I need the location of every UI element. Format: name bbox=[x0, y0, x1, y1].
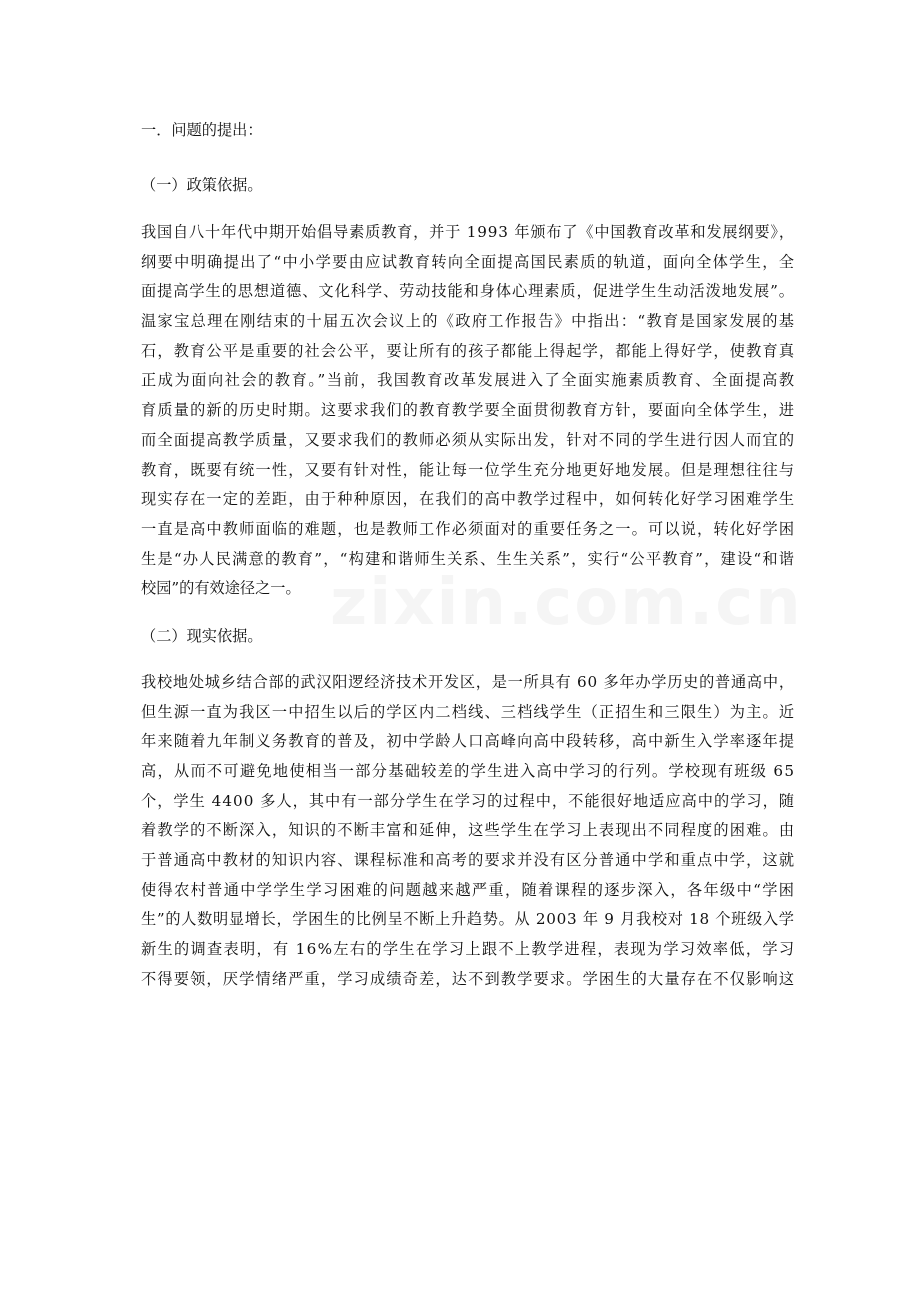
text-line: 育质量的新的历史时期。这要求我们的教育教学要全面贯彻教育方针，要面向全体学生，进 bbox=[141, 401, 796, 420]
text-line: 不得要领，厌学情绪严重，学习成绩奇差，达不到教学要求。学困生的大量存在不仅影响这 bbox=[141, 969, 796, 988]
text-line: 于普通高中教材的知识内容、课程标准和高考的要求并没有区分普通中学和重点中学，这就 bbox=[141, 851, 796, 870]
text-line: 校园”的有效途径之一。 bbox=[141, 579, 301, 598]
text-line: 个，学生 4400 多人，其中有一部分学生在学习的过程中，不能很好地适应高中的学习，随 bbox=[141, 791, 796, 810]
text-line: 新生的调查表明，有 16%左右的学生在学习上跟不上教学进程，表现为学习效率低，学习 bbox=[141, 940, 796, 959]
text-line: 现实存在一定的差距，由于种种原因，在我们的高中教学过程中，如何转化好学习困难学生 bbox=[141, 490, 796, 509]
text-line: 教育，既要有统一性，又要有针对性，能让每一位学生充分地更好地发展。但是理想往往与 bbox=[141, 460, 796, 479]
text-line: 我校地处城乡结合部的武汉阳逻经济技术开发区，是一所具有 60 多年办学历史的普通高中， bbox=[141, 672, 795, 691]
text-line: 纲要中明确提出了“中小学要由应试教育转向全面提高国民素质的轨道，面向全体学生，全 bbox=[141, 252, 796, 271]
text-line: 而全面提高教学质量，又要求我们的教师必须从实际出发，针对不同的学生进行因人而宜的 bbox=[141, 430, 796, 449]
section-title-practical-basis: （二）现实依据。 bbox=[141, 626, 263, 645]
text-line: 年来随着九年制义务教育的普及，初中学龄人口高峰向高中段转移，高中新生入学率逐年提 bbox=[141, 732, 796, 751]
text-line: 我国自八十年代中期开始倡导素质教育，并于 1993 年颁布了《中国教育改革和发展纲要》， bbox=[141, 223, 795, 241]
heading-problem-statement: 一．问题的提出： bbox=[141, 121, 263, 139]
text-line: 石，教育公平是重要的社会公平，要让所有的孩子都能上得起学，都能上得好学，使教育真 bbox=[141, 341, 796, 360]
text-line: 生”的人数明显增长，学困生的比例呈不断上升趋势。从 2003 年 9 月我校对 18 个班级入学 bbox=[141, 910, 795, 929]
paragraph-practical-basis bbox=[141, 668, 794, 995]
text-line: 着教学的不断深入，知识的不断丰富和延伸，这些学生在学习上表现出不同程度的困难。由 bbox=[141, 821, 796, 840]
text-line: 温家宝总理在刚结束的十届五次会议上的《政府工作报告》中指出：“教育是国家发展的基 bbox=[141, 312, 796, 331]
text-line: 生是“办人民满意的教育”，“构建和谐师生关系、生生关系”，实行“公平教育”，建设“和谐 bbox=[141, 549, 796, 568]
text-line: 正成为面向社会的教育。”当前，我国教育改革发展进入了全面实施素质教育、全面提高教 bbox=[141, 371, 796, 390]
section-title-policy-basis: （一）政策依据。 bbox=[141, 176, 263, 194]
watermark: zixin.com.cn bbox=[330, 566, 803, 640]
text-line: 面提高学生的思想道德、文化科学、劳动技能和身体心理素质，促进学生生动活泼地发展”。 bbox=[141, 282, 795, 301]
paragraph-policy-basis bbox=[141, 218, 794, 604]
text-line: 使得农村普通中学学生学习困难的问题越来越严重，随着课程的逐步深入，各年级中“学困 bbox=[141, 880, 796, 899]
text-line: 但生源一直为我区一中招生以后的学区内二档线、三档线学生（正招生和三限生）为主。近 bbox=[141, 702, 796, 721]
text-line: 一直是高中教师面临的难题，也是教师工作必须面对的重要任务之一。可以说，转化好学困 bbox=[141, 519, 796, 538]
document-body bbox=[141, 116, 794, 995]
text-line: 高，从而不可避免地使相当一部分基础较差的学生进入高中学习的行列。学校现有班级 65 bbox=[141, 762, 796, 780]
